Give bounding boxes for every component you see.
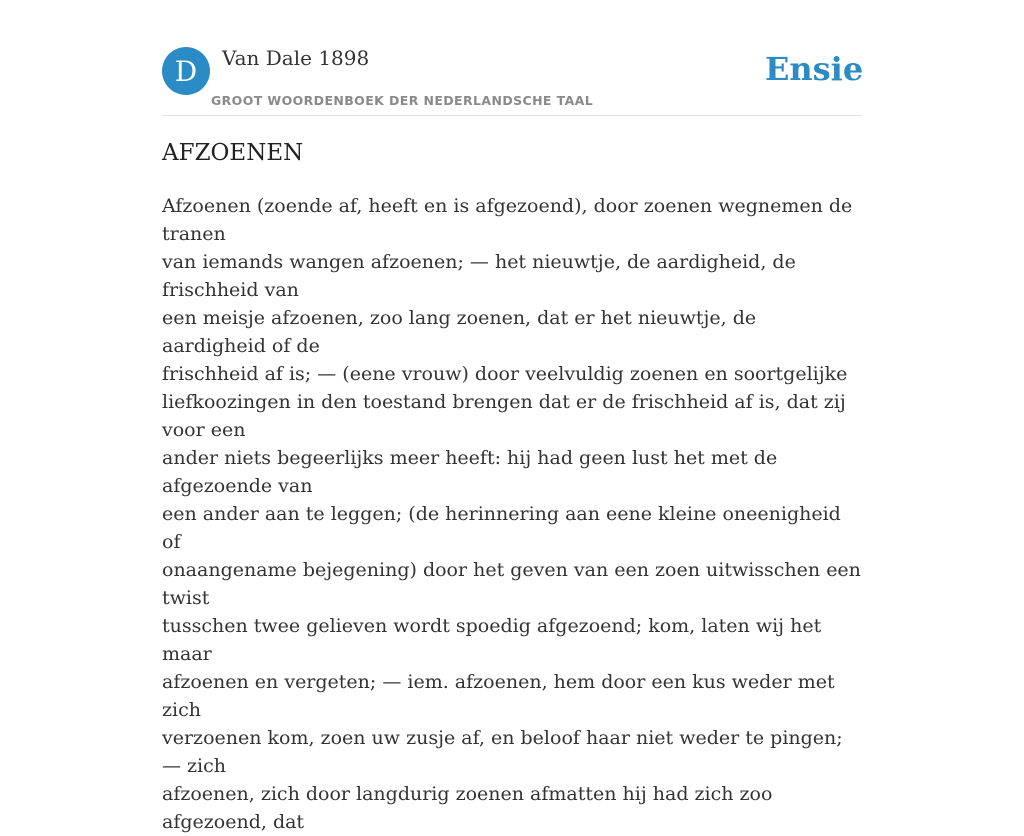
dictionary-subtitle: GROOT WOORDENBOEK DER NEDERLANDSCHE TAAL [211, 93, 594, 108]
header-divider [162, 115, 862, 116]
logo-letter: D [174, 54, 198, 88]
definition-line: onaangename bejegening) door het geven van een zoen uitwisschen een twist [162, 559, 861, 609]
brand-logo[interactable]: Ensie [765, 50, 864, 88]
definition-line: ander niets begeerlijks meer heeft: hij had geen lust het met de afgezoende van [162, 447, 778, 497]
definition-line: afzoenen en vergeten; — iem. afzoenen, hem door een kus weder met zich [162, 671, 835, 721]
definition-line: een ander aan te leggen; (de herinnering aan eene kleine oneenigheid of [162, 503, 841, 553]
definition-line: van iemands wangen afzoenen; — het nieuwtje, de aardigheid, de frischheid van [162, 251, 796, 301]
definition-line: Afzoenen (zoende af, heeft en is afgezoend), door zoenen wegnemen de tranen [162, 195, 853, 245]
definition-line: een meisje afzoenen, zoo lang zoenen, dat er het nieuwtje, de aardigheid of de [162, 307, 757, 357]
entry-definition [162, 192, 862, 836]
definition-line: afzoenen, zich door langdurig zoenen afmatten hij had zich zoo afgezoend, dat [162, 783, 773, 833]
definition-line: frischheid af is; — (eene vrouw) door veelvuldig zoenen en soortgelijke [162, 363, 848, 385]
definition-line: verzoenen kom, zoen uw zusje af, en beloof haar niet weder te pingen; — zich [162, 727, 843, 777]
definition-line: liefkoozingen in den toestand brengen dat er de frischheid af is, dat zij voor een [162, 391, 846, 441]
definition-line: tusschen twee gelieven wordt spoedig afgezoend; kom, laten wij het maar [162, 615, 822, 665]
dictionary-title[interactable]: Van Dale 1898 [222, 46, 370, 70]
entry-headword: AFZOENEN [162, 140, 304, 166]
dictionary-logo[interactable] [162, 47, 210, 95]
